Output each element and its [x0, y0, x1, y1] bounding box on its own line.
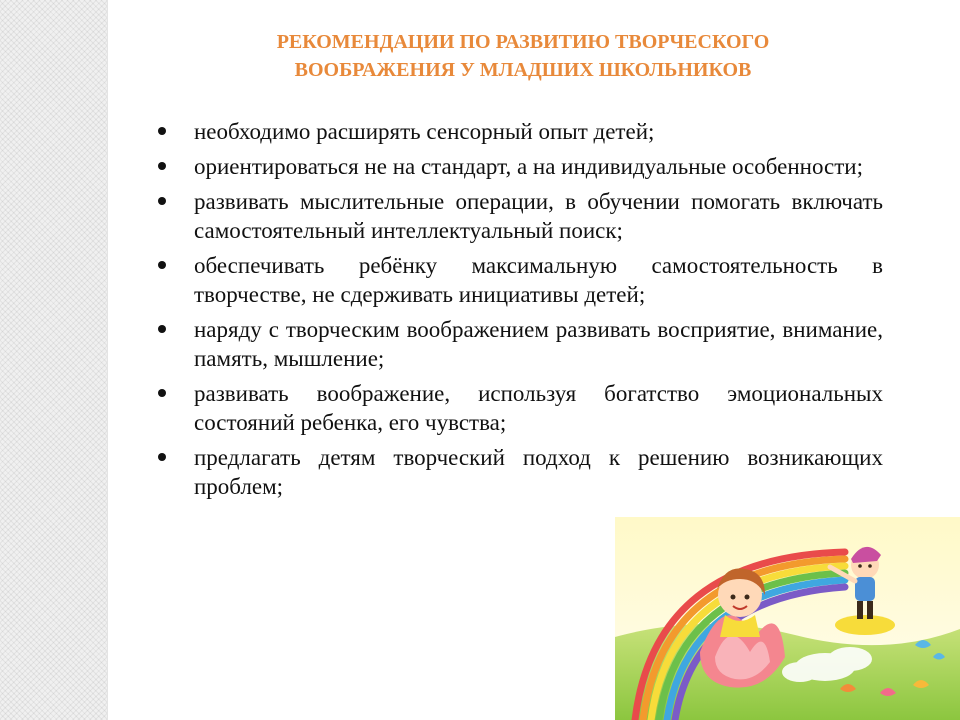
- list-item: [150, 152, 883, 181]
- list-item-text: обеспечивать ребёнку максимальную самостоятельность в творчестве, не сдерживать инициативы детей;: [194, 253, 883, 307]
- list-item: [150, 251, 883, 309]
- list-item-text: развивать мыслительные операции, в обучении помогать включать самостоятельный интеллектуальный поиск;: [194, 189, 883, 243]
- list-item: [150, 379, 883, 437]
- recommendations-list: [150, 117, 883, 507]
- slide-title-line-1: РЕКОМЕНДАЦИИ ПО РАЗВИТИЮ ТВОРЧЕСКОГО: [276, 31, 770, 53]
- bullet-icon: [158, 261, 166, 269]
- bullet-icon: [158, 127, 166, 135]
- list-item-text: ориентироваться не на стандарт, а на индивидуальные особенности;: [194, 154, 864, 179]
- bullet-icon: [158, 162, 166, 170]
- bullet-icon: [158, 197, 166, 205]
- list-item-text: предлагать детям творческий подход к решению возникающих проблем;: [194, 445, 883, 499]
- list-item-text: наряду с творческим воображением развивать восприятие, внимание, память, мышление;: [194, 317, 883, 371]
- list-item: [150, 443, 883, 501]
- slide-title: [150, 28, 896, 84]
- list-item-text: необходимо расширять сенсорный опыт детей;: [194, 119, 655, 144]
- list-item-text: развивать воображение, используя богатство эмоциональных состояний ребенка, его чувства;: [194, 381, 883, 435]
- list-item: [150, 187, 883, 245]
- bullet-icon: [158, 389, 166, 397]
- bullet-icon: [158, 325, 166, 333]
- list-item: [150, 315, 883, 373]
- children-rainbow-icon: [615, 517, 960, 720]
- slide-title-line-2: ВООБРАЖЕНИЯ У МЛАДШИХ ШКОЛЬНИКОВ: [294, 59, 752, 81]
- bullet-icon: [158, 453, 166, 461]
- list-item: [150, 117, 883, 146]
- decorative-side-strip: [0, 0, 108, 720]
